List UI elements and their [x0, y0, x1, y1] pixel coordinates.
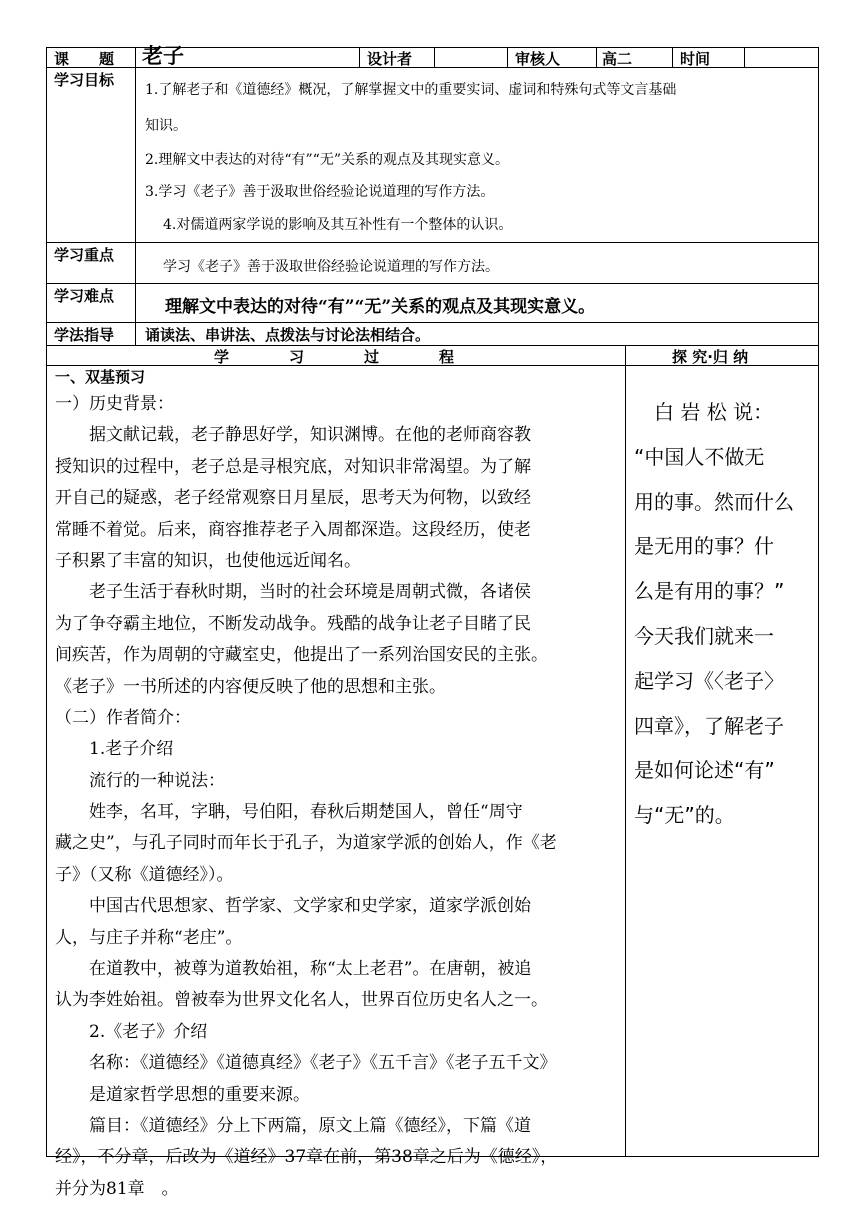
- explore-line: 用的事。然而什么: [634, 489, 794, 514]
- method-text: 诵读法、串讲法、点拨法与讨论法相结合。: [145, 326, 431, 344]
- process-body: [55, 389, 620, 1205]
- rule-right: [818, 47, 819, 1157]
- process-line: 一）历史背景：: [55, 394, 174, 414]
- explore-line: 四章》，了解老子: [634, 713, 784, 738]
- process-line: 中国古代思想家、哲学家、文学家和史学家，道家学派创始: [55, 896, 531, 917]
- process-line: 流行的一种说法：: [55, 770, 225, 791]
- explore-line: 么是有用的事？”: [634, 579, 785, 604]
- explore-body: [634, 390, 814, 838]
- process-line: 间疾苦，作为周朝的守藏室史，他提出了一系列治国安民的主张。: [55, 645, 548, 666]
- process-line: 人，与庄子并称“老庄”。: [55, 927, 243, 948]
- key-points-label: 学习重点: [54, 246, 115, 264]
- rule-keypoints-bottom: [46, 283, 819, 284]
- method-label: 学法指导: [54, 326, 115, 344]
- time-label: 时间: [680, 50, 711, 68]
- rule-left: [46, 47, 47, 1157]
- process-line: 《老子》一书所述的内容便反映了他的思想和主张。: [55, 676, 446, 697]
- explore-line: “中国人不做无: [634, 444, 765, 469]
- rule-header-c2: [434, 47, 435, 68]
- objectives-label: 学习目标: [54, 71, 115, 89]
- process-line: 是道家哲学思想的重要来源。: [55, 1084, 310, 1105]
- process-line: 授知识的过程中，老子总是寻根究底，对知识非常渴望。为了解: [55, 456, 531, 477]
- process-line: 认为李姓始祖。曾被奉为世界文化名人，世界百位历史名人之一。: [55, 990, 548, 1011]
- course-title: 老子: [142, 44, 184, 68]
- key-points-text: 学习《老子》善于汲取世俗经验论说道理的写作方法。: [163, 259, 499, 275]
- explore-line: 起学习《〈老子〉: [634, 668, 784, 693]
- explore-line: 是无用的事？什: [634, 534, 774, 559]
- difficulties-label: 学习难点: [54, 287, 115, 305]
- process-header: 学 习 过 程: [214, 348, 455, 366]
- process-heading: 一、双基预习: [55, 368, 146, 386]
- rule-label-col: [135, 47, 136, 346]
- process-line: 2.《老子》介绍: [55, 1021, 208, 1042]
- objective-line: 4.对儒道两家学说的影响及其互补性有一个整体的认识。: [163, 217, 513, 233]
- process-line: 在道教中，被尊为道教始祖，称“太上老君”。在唐朝，被追: [55, 959, 532, 980]
- rule-header-c3: [507, 47, 508, 68]
- process-line: （二）作者简介：: [55, 707, 191, 728]
- process-line: 子积累了丰富的知识，也使他远近闻名。: [55, 550, 361, 571]
- designer-label: 设计者: [367, 50, 413, 68]
- process-line: 为了争夺霸主地位，不断发动战争。残酷的战争让老子目睹了民: [55, 613, 531, 634]
- rule-process-col: [625, 345, 626, 1157]
- process-line: 老子生活于春秋时期，当时的社会环境是周朝式微，各诸侯: [55, 582, 531, 603]
- process-line: 据文献记载，老子静思好学，知识渊博。在他的老师商容教: [55, 425, 531, 446]
- rule-difficulties-bottom: [46, 322, 819, 323]
- rule-header-c5: [672, 47, 673, 68]
- rule-header-c1: [359, 47, 360, 68]
- process-line: 子》（又称《道德经》）。: [55, 864, 234, 885]
- process-line: 常睡不着觉。后来，商容推荐老子入周都深造。这段经历，使老: [55, 519, 531, 540]
- process-line: 并分为81章 。: [55, 1178, 179, 1199]
- objective-line: 2.理解文中表达的对待“有”“无”关系的观点及其现实意义。: [145, 152, 509, 168]
- reviewer-label: 审核人: [515, 50, 561, 68]
- explore-line: 是如何论述“有”: [634, 758, 775, 783]
- process-line: 篇目：《道德经》分上下两篇，原文上篇《德经》，下篇《道: [55, 1115, 531, 1136]
- process-line: 经》，不分章，后改为《道经》37章在前，第38章之后为《德经》，: [55, 1147, 558, 1168]
- explore-line: 白 岩 松 说：: [634, 400, 774, 424]
- explore-line: 与“无”的。: [634, 803, 735, 828]
- process-line: 名称：《道德经》《道德真经》《老子》《五千言》《老子五千文》: [55, 1053, 557, 1074]
- process-line: 藏之史”，与孔子同时而年长于孔子，为道家学派的创始人，作《老: [55, 833, 557, 854]
- course-label: 课 题: [54, 50, 115, 68]
- objective-line: 知识。: [145, 118, 187, 134]
- difficulties-text: 理解文中表达的对待“有”“无”关系的观点及其现实意义。: [165, 297, 596, 317]
- explore-line: 今天我们就来一: [634, 623, 774, 648]
- objective-line: 3.学习《老子》善于汲取世俗经验论说道理的写作方法。: [145, 184, 495, 200]
- grade-value: 高二: [602, 50, 633, 68]
- process-line: 姓李，名耳，字聃，号伯阳，春秋后期楚国人，曾任“周守: [55, 802, 523, 823]
- rule-objectives-bottom: [46, 242, 819, 243]
- rule-header-c6: [744, 47, 745, 68]
- rule-header-c4: [596, 47, 597, 68]
- process-line: 开自己的疑惑，老子经常观察日月星辰，思考天为何物，以致经: [55, 488, 531, 509]
- process-line: 1.老子介绍: [55, 739, 174, 760]
- explore-header: 探 究·归 纳: [672, 348, 749, 366]
- objective-line: 1.了解老子和《道德经》概况，了解掌握文中的重要实词、虚词和特殊句式等文言基础: [145, 82, 677, 98]
